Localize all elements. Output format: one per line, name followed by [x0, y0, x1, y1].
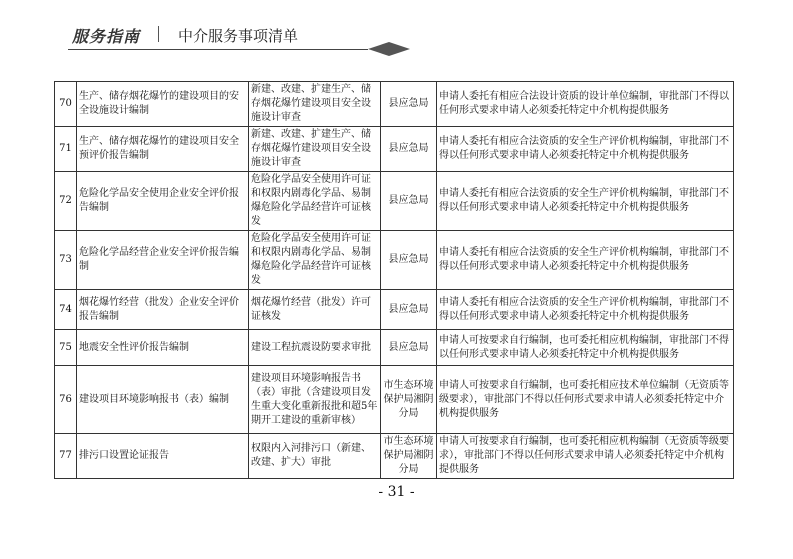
requirement: 申请人委托有相应合法资质的安全生产评价机构编制，审批部门不得以任何形式要求申请人必须委托特定中介机构提供服务	[437, 290, 734, 330]
approval-item: 危险化学品安全使用许可证和权限内剧毒化学品、易制爆危险化学品经营许可证核发	[249, 172, 381, 231]
service-list-table	[54, 81, 734, 479]
table-row	[55, 127, 734, 172]
department: 县应急局	[381, 127, 437, 172]
approval-item: 烟花爆竹经营（批发）许可证核发	[249, 290, 381, 330]
row-number: 71	[55, 127, 77, 172]
header-divider	[158, 26, 159, 42]
requirement: 申请人委托有相应合法设计资质的设计单位编制，审批部门不得以任何形式要求申请人必须委托特定中介机构提供服务	[437, 82, 734, 127]
row-number: 77	[55, 434, 77, 479]
header-rule	[68, 49, 368, 50]
requirement: 申请人委托有相应合法资质的安全生产评价机构编制，审批部门不得以任何形式要求申请人必须委托特定中介机构提供服务	[437, 231, 734, 290]
service-name: 危险化学品经营企业安全评价报告编制	[77, 231, 249, 290]
service-name: 建设项目环境影响报书（表）编制	[77, 366, 249, 434]
approval-item: 危险化学品安全使用许可证和权限内剧毒化学品、易制爆危险化学品经营许可证核发	[249, 231, 381, 290]
page-header	[68, 22, 728, 48]
table-row	[55, 172, 734, 231]
service-name: 烟花爆竹经营（批发）企业安全评价报告编制	[77, 290, 249, 330]
department: 县应急局	[381, 82, 437, 127]
approval-item: 新建、改建、扩建生产、储存烟花爆竹建设项目安全设施设计审查	[249, 82, 381, 127]
approval-item: 建设工程抗震设防要求审批	[249, 330, 381, 366]
section-title: 服务指南	[72, 27, 141, 46]
header-subtitle: 中介服务事项清单	[178, 27, 299, 45]
department: 县应急局	[381, 231, 437, 290]
requirement: 申请人委托有相应合法资质的安全生产评价机构编制，审批部门不得以任何形式要求申请人必须委托特定中介机构提供服务	[437, 127, 734, 172]
table-row	[55, 434, 734, 479]
requirement: 申请人可按要求自行编制，也可委托相应机构编制，审批部门不得以任何形式要求申请人必须委托特定中介机构提供服务	[437, 330, 734, 366]
row-number: 74	[55, 290, 77, 330]
department: 县应急局	[381, 290, 437, 330]
approval-item: 建设项目环境影响报告书（表）审批（含建设项目发生重大变化重新报批和超5年期开工建设的重新审核）	[249, 366, 381, 434]
table-row	[55, 231, 734, 290]
department: 市生态环境保护局湘阴分局	[381, 434, 437, 479]
service-name: 危险化学品安全使用企业安全评价报告编制	[77, 172, 249, 231]
table-row	[55, 366, 734, 434]
service-name: 排污口设置论证报告	[77, 434, 249, 479]
row-number: 72	[55, 172, 77, 231]
service-name: 生产、储存烟花爆竹的建设项目的安全设施设计编制	[77, 82, 249, 127]
department: 县应急局	[381, 172, 437, 231]
table-row	[55, 290, 734, 330]
service-name: 生产、储存烟花爆竹的建设项目安全预评价报告编制	[77, 127, 249, 172]
row-number: 70	[55, 82, 77, 127]
row-number: 73	[55, 231, 77, 290]
service-name: 地震安全性评价报告编制	[77, 330, 249, 366]
approval-item: 新建、改建、扩建生产、储存烟花爆竹建设项目安全设施设计审查	[249, 127, 381, 172]
approval-item: 权限内入河排污口（新建、改建、扩大）审批	[249, 434, 381, 479]
page-number: - 31 -	[378, 484, 415, 500]
row-number: 76	[55, 366, 77, 434]
department: 县应急局	[381, 330, 437, 366]
table-row	[55, 82, 734, 127]
requirement: 申请人可按要求自行编制，也可委托相应机构编制（无资质等级要求），审批部门不得以任何形式要求申请人必须委托特定中介机构提供服务	[437, 434, 734, 479]
requirement: 申请人委托有相应合法资质的安全生产评价机构编制，审批部门不得以任何形式要求申请人必须委托特定中介机构提供服务	[437, 172, 734, 231]
table-row	[55, 330, 734, 366]
department: 市生态环境保护局湘阴分局	[381, 366, 437, 434]
requirement: 申请人可按要求自行编制，也可委托相应技术单位编制（无资质等级要求），审批部门不得以任何形式要求申请人必须委托特定中介机构提供服务	[437, 366, 734, 434]
row-number: 75	[55, 330, 77, 366]
header-diamond-ornament	[368, 42, 410, 56]
